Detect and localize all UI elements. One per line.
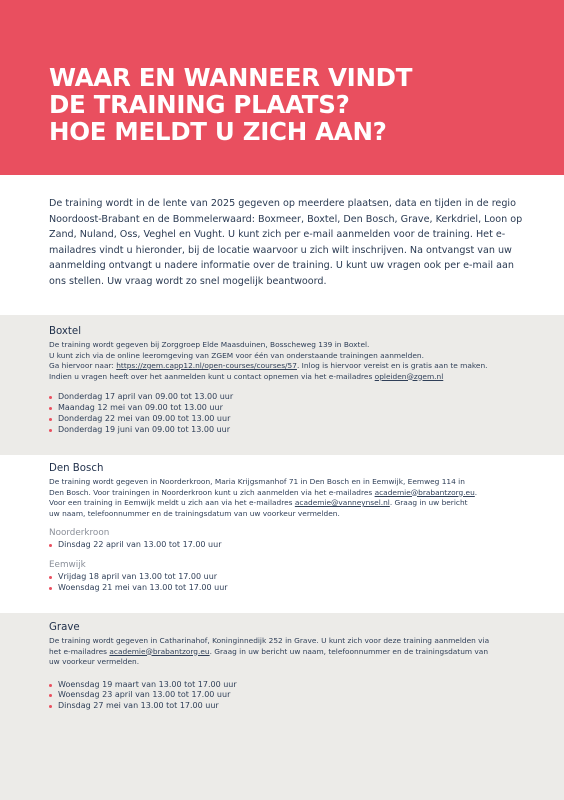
email-link[interactable]: academie@brabantzorg.eu	[374, 487, 475, 497]
title-line: DE TRAINING PLAATS?	[49, 90, 350, 119]
date-list	[49, 680, 519, 713]
list-item: Dinsdag 22 april van 13.00 tot 17.00 uur	[49, 540, 519, 551]
page-title	[49, 64, 529, 145]
boxtel-line-2: U kunt zich via de online leeromgeving van ZGEM voor één van onderstaande trainingen aanmelden.	[49, 350, 424, 360]
list-item: Donderdag 19 juni van 09.00 tot 13.00 uur	[49, 425, 519, 436]
grave-line-1: De training wordt gegeven in Catharinahof, Koninginnedijk 252 in Grave. U kunt zich voor deze training aanmelden via	[49, 636, 490, 645]
date-list	[49, 572, 519, 594]
header-banner	[0, 0, 564, 175]
location-title: Boxtel	[49, 326, 82, 337]
email-link[interactable]: academie@vanneynsel.nl	[294, 498, 390, 507]
list-item: Donderdag 22 mei van 09.00 tot 13.00 uur	[49, 414, 519, 425]
boxtel-line-4: Indien u vragen heeft over het aanmelden kunt u contact opnemen via het e-mailadres opleiden@zgem.nl	[49, 371, 444, 381]
denbosch-line-1: De training wordt gegeven in Noorderkroon, Maria Krijgsmanhof 71 in Den Bosch en in Eemwijk, Eemweg 114 in	[49, 477, 465, 486]
section-grave	[0, 613, 564, 800]
grave-line-3: uw voorkeur vermelden.	[49, 657, 140, 666]
section-boxtel	[0, 315, 564, 455]
location-title: Den Bosch	[49, 463, 104, 474]
list-item: Donderdag 17 april van 09.00 tot 13.00 uur	[49, 392, 519, 403]
section-den-bosch	[0, 455, 564, 613]
list-item: Dinsdag 27 mei van 13.00 tot 17.00 uur	[49, 701, 519, 712]
denbosch-line-4: uw naam, telefoonnummer en de trainingsdatum van uw voorkeur vermelden.	[49, 508, 340, 518]
list-item: Vrijdag 18 april van 13.00 tot 17.00 uur	[49, 572, 519, 583]
boxtel-line-1: De training wordt gegeven bij Zorggroep Elde Maasduinen, Bosscheweg 139 in Boxtel.	[49, 340, 370, 349]
sublocation-title: Noorderkroon	[49, 528, 110, 538]
course-link[interactable]: https://zgem.capp12.nl/open-courses/courses/57	[116, 361, 297, 370]
list-item: Woensdag 23 april van 13.00 tot 17.00 uur	[49, 690, 519, 701]
date-list	[49, 540, 519, 551]
email-link[interactable]: academie@brabantzorg.eu	[109, 646, 210, 656]
boxtel-line-3: Ga hiervoor naar: https://zgem.capp12.nl/open-courses/courses/57. Inlog is hiervoor vereist en is gratis aan te maken.	[49, 361, 488, 370]
email-link[interactable]: opleiden@zgem.nl	[374, 371, 444, 381]
location-title: Grave	[49, 622, 80, 633]
date-list	[49, 392, 519, 436]
title-line: HOE MELDT U ZICH AAN?	[49, 117, 387, 146]
intro-paragraph: De training wordt in de lente van 2025 gegeven op meerdere plaatsen, data en tijden in de regio Noordoost-Brabant en de Bommelerwaard: Boxmeer, Boxtel, Den Bosch, Grave, Kerkdriel, Loon op Zand, Nuland, Oss, Veghel en Vught. U kunt zich per e-mail aanmelden voor de training. Het e-mailadres vindt u hieronder, bij de locatie waarvoor u zich wilt inschrijven. Na ontvangst van uw aanmelding ontvangt u nadere informatie over de training. U kunt uw vragen ook per e-mail aan ons stellen. Uw vraag wordt zo snel mogelijk beantwoord.	[49, 198, 523, 287]
denbosch-line-2: Den Bosch. Voor trainingen in Noorderkroon kunt u zich aanmelden via het e-mailadres academie@brabantzorg.eu.	[49, 487, 478, 497]
list-item: Woensdag 19 maart van 13.00 tot 17.00 uur	[49, 680, 519, 691]
sublocation-title: Eemwijk	[49, 559, 86, 570]
list-item: Woensdag 21 mei van 13.00 tot 17.00 uur	[49, 583, 519, 594]
list-item: Maandag 12 mei van 09.00 tot 13.00 uur	[49, 403, 519, 414]
title-line: WAAR EN WANNEER VINDT	[49, 63, 413, 92]
denbosch-line-3: Voor een training in Eemwijk meldt u zich aan via het e-mailadres academie@vanneynsel.nl. Graag in uw bericht	[49, 498, 468, 507]
grave-line-2: het e-mailadres academie@brabantzorg.eu. Graag in uw bericht uw naam, telefoonnummer en de trainingsdatum van	[49, 646, 489, 656]
